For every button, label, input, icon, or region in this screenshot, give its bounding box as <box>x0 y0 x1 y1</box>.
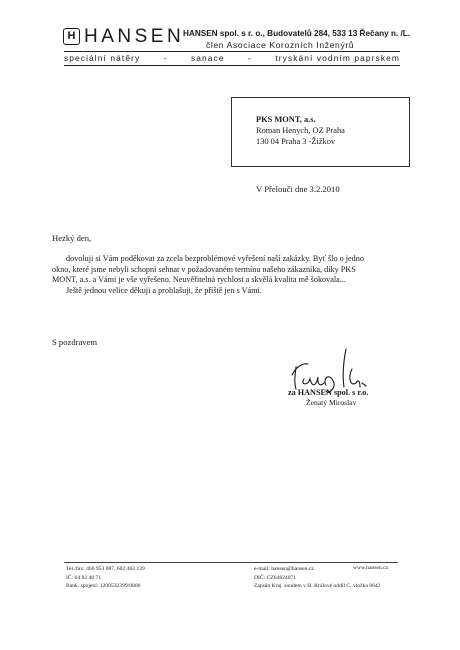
body-line: okno, které jsme nebyli schopni sehnat v požadovaném termínu našeho zákazníka, díky PKS <box>52 264 356 274</box>
footer-contact <box>66 565 145 591</box>
signatory-name: Ženatý Miroslav <box>306 398 357 407</box>
footer-court: Zapsán Kraj. soudem v H. Králové oddíl C, vložka 8642 <box>254 583 381 590</box>
footer-rule <box>64 562 398 563</box>
greeting: Hezký den, <box>52 233 92 243</box>
header-rule-top <box>64 51 400 52</box>
service-item: tryskání vodním paprskem <box>275 53 400 63</box>
footer-email: e-mail: hansen@hansen.cz <box>254 566 314 572</box>
recipient-address <box>256 114 345 147</box>
service-separator: - <box>248 53 252 63</box>
services-line <box>64 53 400 63</box>
recipient-contact: Roman Henych, OZ Praha <box>256 126 345 135</box>
recipient-name: PKS MONT, a.s. <box>256 115 316 124</box>
service-separator: - <box>163 53 168 63</box>
recipient-city: 130 04 Praha 3 -Žižkov <box>256 137 336 146</box>
footer-dic: DIČ: CZ64824071 <box>254 574 297 581</box>
body-line: dovoluji si Vám poděkovat za zcela bezproblémové vyřešení naší zakázky. Byť šlo o jedno <box>66 254 364 263</box>
logo-mark-icon: H <box>63 28 80 45</box>
date-line: V Přelouči dne 3.2.2010 <box>256 184 340 194</box>
footer-website: www.hansen.cz <box>353 565 389 571</box>
letter-body <box>52 254 406 296</box>
logo-text: HANSEN <box>84 26 185 47</box>
membership-line: člen Asociace Korozních Inženýrů <box>206 40 355 50</box>
company-logo <box>63 27 184 46</box>
footer-phone: Tel./fax: 466 953 087, 602 402 139 <box>66 566 145 572</box>
body-line: MONT, a.s. a Vámi je vše vyřešeno. Neuvěřitelná rychlost a skvělá kvalita mě šokovala... <box>52 275 346 284</box>
company-address: HANSEN spol. s r. o., Budovatelů 284, 533 13 Řečany n. /L. <box>183 29 411 38</box>
header-rule-bottom <box>64 65 400 66</box>
service-item: sanace <box>191 53 225 63</box>
footer-bank: Bank. spojení: 1200532399/0800 <box>66 583 141 590</box>
closing: S pozdravem <box>52 337 98 347</box>
service-item: speciální nátěry <box>64 53 141 63</box>
footer-ico: IČ: 64 82 40 71 <box>66 574 102 581</box>
body-line: Ještě jednou velice děkuji a prohlašuji, že příště jen s Vámi. <box>66 285 262 295</box>
signature-organization: za HANSEN spol. s r.o. <box>288 388 369 397</box>
